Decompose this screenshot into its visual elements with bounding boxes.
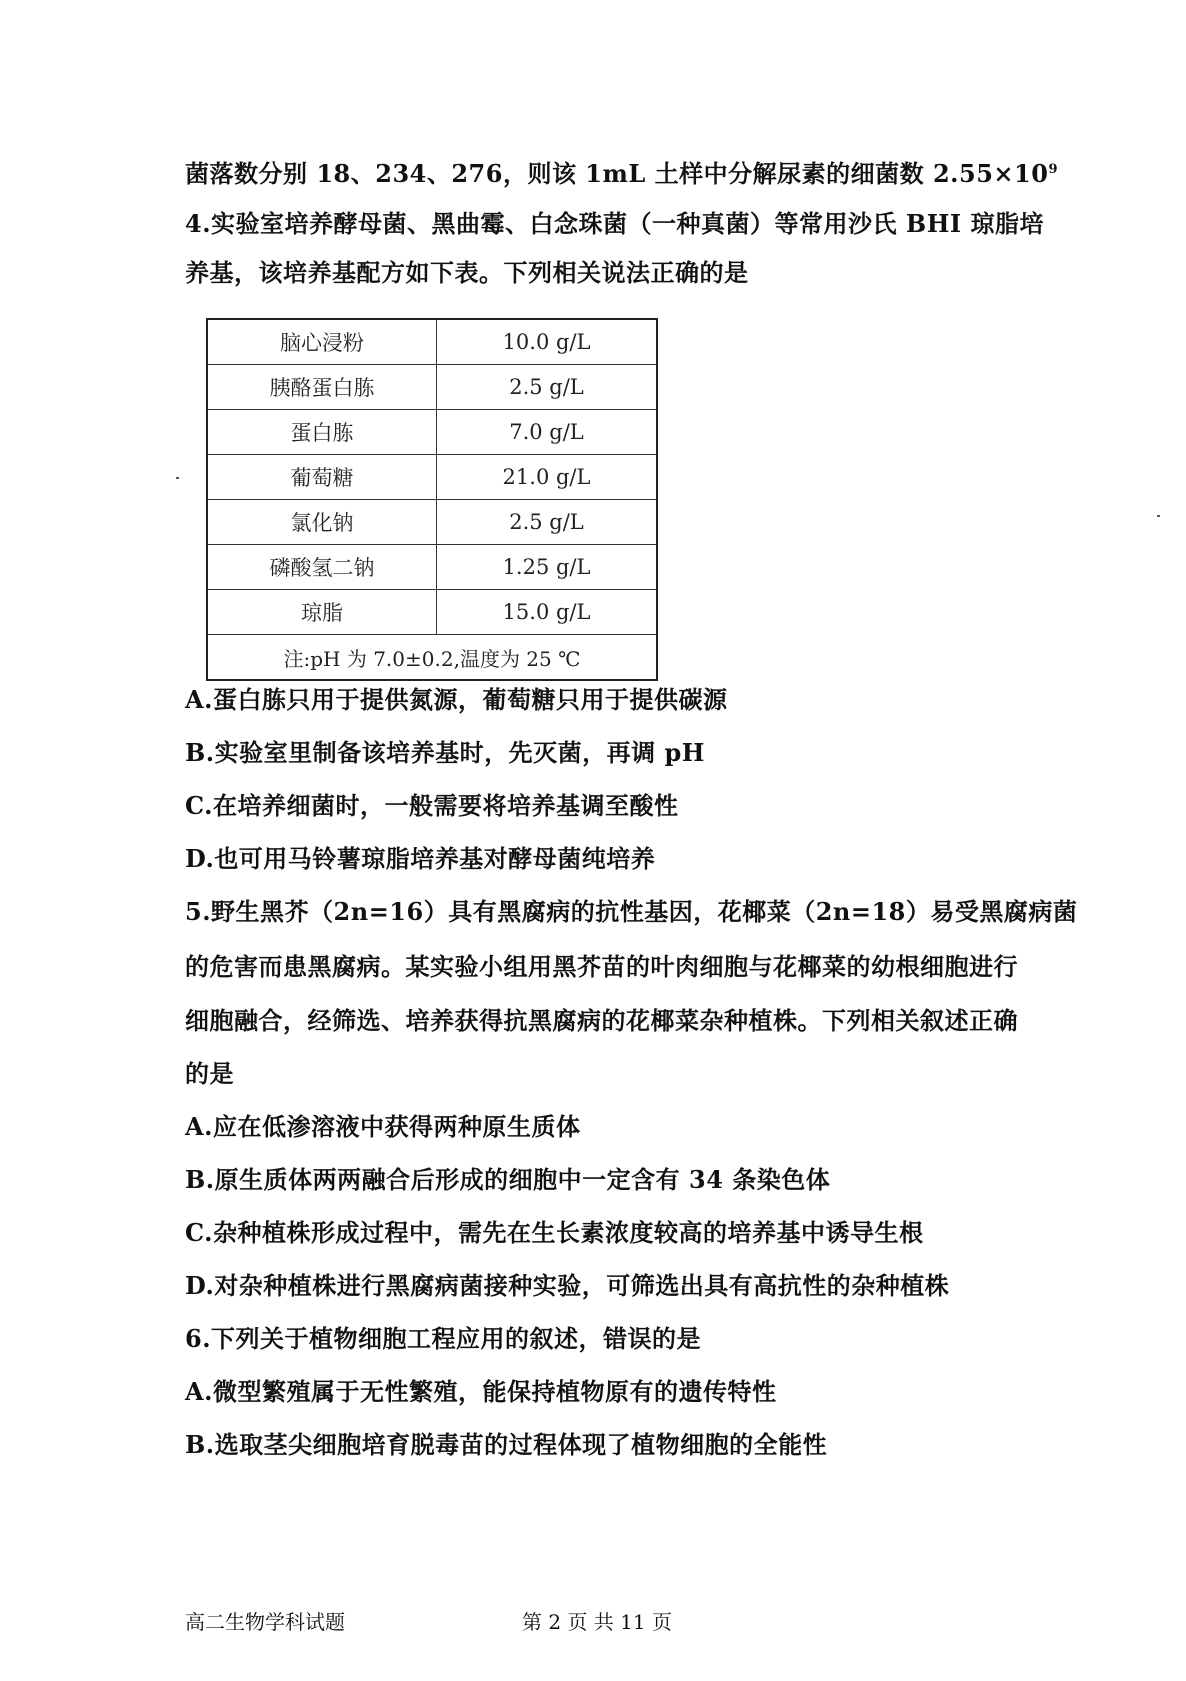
scan-speck xyxy=(1157,515,1160,517)
table-row xyxy=(207,319,657,365)
table-row xyxy=(207,365,657,410)
scan-speck xyxy=(176,477,179,479)
table-row xyxy=(207,545,657,590)
ingredient-name: 磷酸氢二钠 xyxy=(207,545,437,590)
table-row xyxy=(207,455,657,500)
ingredient-name: 葡萄糖 xyxy=(207,455,437,500)
table-row xyxy=(207,410,657,455)
ingredient-amount: 21.0 g/L xyxy=(437,455,658,500)
q5-option-d: D.对杂种植株进行黑腐病菌接种实验，可筛选出具有高抗性的杂种植株 xyxy=(185,1271,950,1300)
ingredient-name: 脑心浸粉 xyxy=(207,319,437,365)
q5-stem-line-2: 的危害而患黑腐病。某实验小组用黑芥苗的叶肉细胞与花椰菜的幼根细胞进行 xyxy=(185,952,1018,981)
table-note-row xyxy=(207,635,657,681)
table-row xyxy=(207,500,657,545)
q5-stem-line-4: 的是 xyxy=(185,1059,234,1088)
q4-option-d: D.也可用马铃薯琼脂培养基对酵母菌纯培养 xyxy=(185,844,656,873)
ingredient-name: 琼脂 xyxy=(207,590,437,635)
q4-stem-line-1: 4.实验室培养酵母菌、黑曲霉、白念珠菌（一种真菌）等常用沙氏 BHI 琼脂培 xyxy=(185,209,1044,238)
exponent: 9 xyxy=(1048,162,1058,177)
q4-option-a: A.蛋白胨只用于提供氮源，葡萄糖只用于提供碳源 xyxy=(185,685,728,714)
ingredient-amount: 15.0 g/L xyxy=(437,590,658,635)
ingredient-amount: 10.0 g/L xyxy=(437,319,658,365)
q5-option-b: B.原生质体两两融合后形成的细胞中一定含有 34 条染色体 xyxy=(185,1165,831,1194)
footer-subject: 高二生物学科试题 xyxy=(185,1610,345,1634)
footer-page-number: 第 2 页 共 11 页 xyxy=(522,1610,672,1634)
ingredient-name: 蛋白胨 xyxy=(207,410,437,455)
q3-continuation-line: 菌落数分别 18、234、276，则该 1mL 土样中分解尿素的细菌数 $2.55\times 10^9$ xyxy=(185,159,1058,188)
table-row xyxy=(207,590,657,635)
q5-option-c: C.杂种植株形成过程中，需先在生长素浓度较高的培养基中诱导生根 xyxy=(185,1218,924,1247)
ingredient-amount: 7.0 g/L xyxy=(437,410,658,455)
ingredient-amount: 2.5 g/L xyxy=(437,365,658,410)
ingredient-name: 氯化钠 xyxy=(207,500,437,545)
ingredient-amount: 1.25 g/L xyxy=(437,545,658,590)
ingredient-name: 胰酪蛋白胨 xyxy=(207,365,437,410)
culture-medium-table xyxy=(206,318,658,681)
q4-option-b: B.实验室里制备该培养基时，先灭菌，再调 pH xyxy=(185,738,705,767)
q6-option-b: B.选取茎尖细胞培育脱毒苗的过程体现了植物细胞的全能性 xyxy=(185,1430,828,1459)
q6-option-a: A.微型繁殖属于无性繁殖，能保持植物原有的遗传特性 xyxy=(185,1377,777,1406)
q4-stem-line-2: 养基，该培养基配方如下表。下列相关说法正确的是 xyxy=(185,258,749,287)
table-note: 注:pH 为 7.0±0.2,温度为 25 ℃ xyxy=(207,635,657,681)
q5-stem-line-1: 5.野生黑芥（2n=16）具有黑腐病的抗性基因，花椰菜（2n=18）易受黑腐病菌 xyxy=(185,897,1078,926)
q5-option-a: A.应在低渗溶液中获得两种原生质体 xyxy=(185,1112,581,1141)
q6-stem: 6.下列关于植物细胞工程应用的叙述，错误的是 xyxy=(185,1324,702,1353)
q4-option-c: C.在培养细菌时，一般需要将培养基调至酸性 xyxy=(185,791,679,820)
q5-stem-line-3: 细胞融合，经筛选、培养获得抗黑腐病的花椰菜杂种植株。下列相关叙述正确 xyxy=(185,1006,1018,1035)
ingredient-amount: 2.5 g/L xyxy=(437,500,658,545)
